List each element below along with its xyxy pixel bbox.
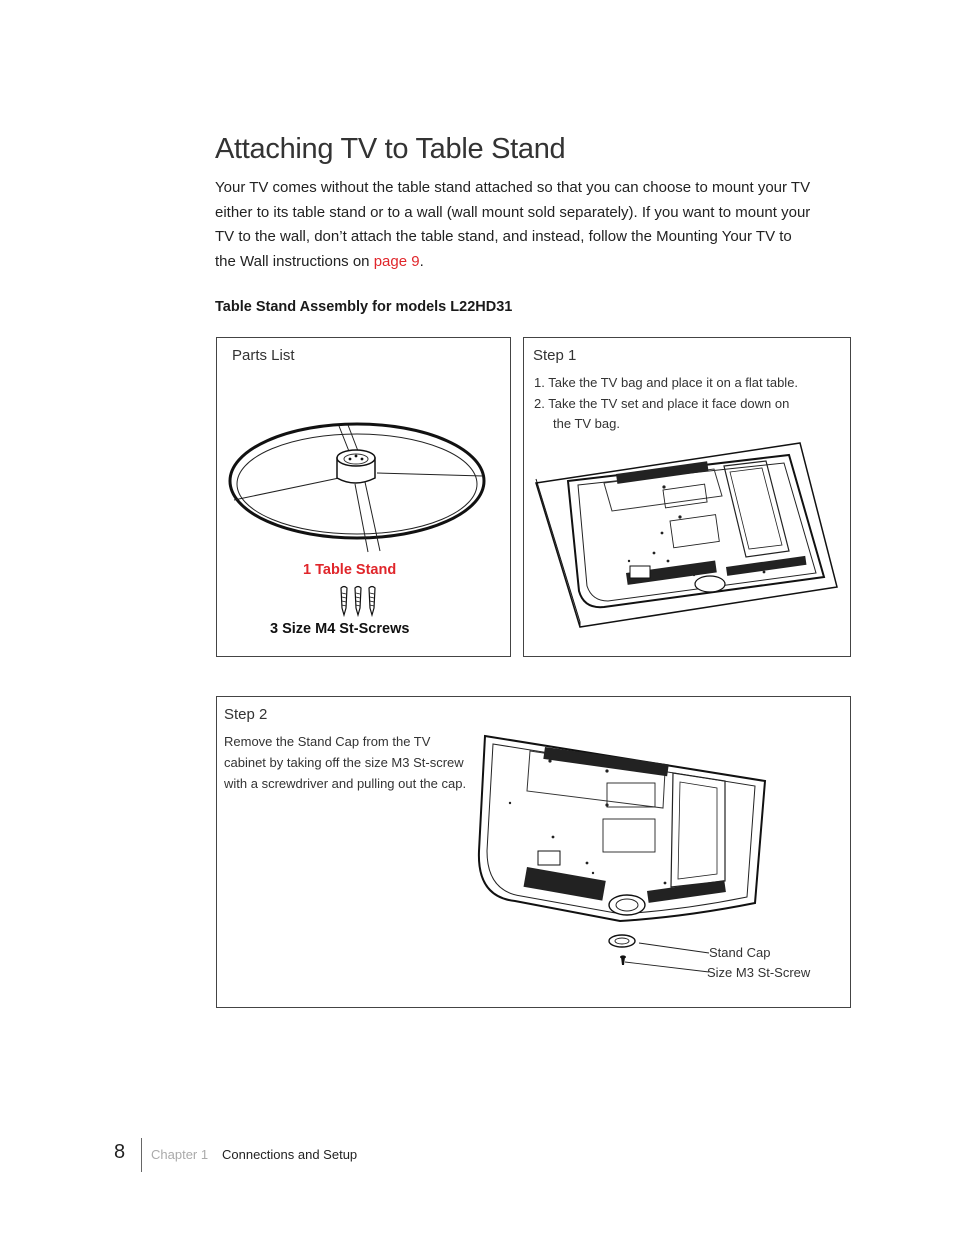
stand-cap-illustration (606, 931, 636, 969)
step2-instructions: Remove the Stand Cap from the TV cabinet by taking off the size M3 St-screw with a screwdriver and pulling out the cap. (224, 734, 467, 791)
page-number: 8 (114, 1141, 126, 1163)
tv-facedown-illustration (534, 441, 839, 631)
stand-cap-callout: Stand Cap (709, 945, 771, 960)
page-title: Attaching TV to Table Stand (215, 133, 566, 165)
step1-box (523, 337, 851, 657)
screws-label: 3 Size M4 St-Screws (270, 621, 410, 637)
footer-chapter-title: Connections and Setup (222, 1147, 358, 1162)
intro-paragraph (215, 176, 815, 274)
step2-box (216, 696, 851, 1008)
page-link[interactable]: page 9 (373, 252, 420, 270)
footer-chapter: Chapter 1 (151, 1147, 209, 1162)
parts-list-box (216, 337, 511, 657)
section-subheading: Table Stand Assembly for models L22HD31 (215, 299, 513, 315)
step1-heading: Step 1 (533, 347, 577, 364)
step1-instructions (534, 373, 798, 435)
step1-item-3: the TV bag. (553, 416, 620, 431)
step1-item-2: 2. Take the TV set and place it face down on (534, 395, 790, 411)
intro-text-end: . (419, 252, 424, 270)
m3-screw-callout: Size M3 St-Screw (707, 965, 811, 980)
table-stand-illustration (227, 418, 497, 558)
intro-text: Your TV comes without the table stand attached so that you can choose to mount your TV either to its table stand or to a wall (wall mount sold separately). If you want to mount your TV to the wall, don’t attach the table stand, and instead, follow the Mounting Your TV to the Wall instructions on (215, 179, 811, 270)
parts-list-heading: Parts List (232, 347, 295, 364)
footer-divider (141, 1138, 142, 1172)
step1-item-1: 1. Take the TV bag and place it on a flat table. (534, 375, 799, 390)
screws-illustration (338, 584, 380, 618)
step2-heading: Step 2 (224, 706, 268, 723)
table-stand-label: 1 Table Stand (303, 562, 397, 578)
callout-lines (637, 937, 717, 973)
